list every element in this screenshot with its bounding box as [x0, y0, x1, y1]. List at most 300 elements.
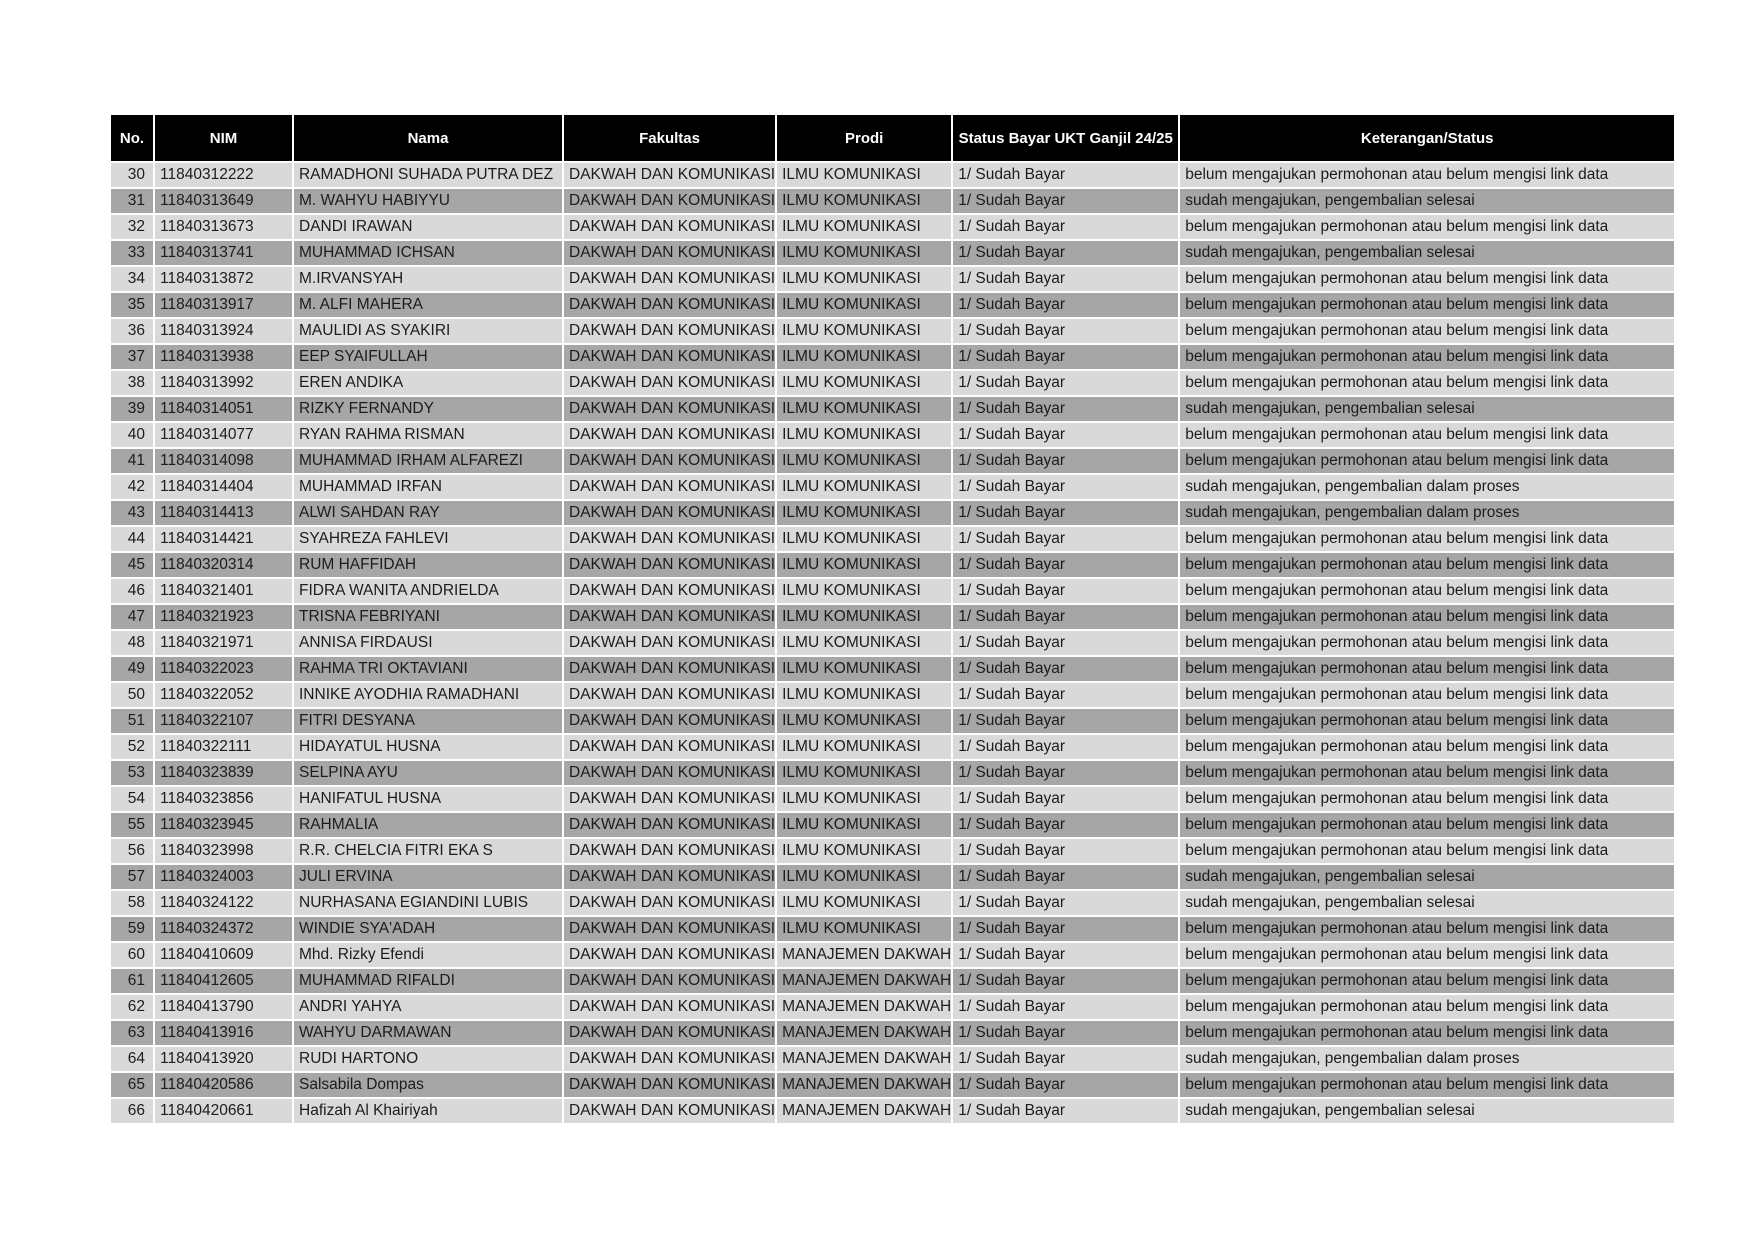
cell-nama: MUHAMMAD IRHAM ALFAREZI: [294, 449, 562, 473]
cell-nim: 11840313992: [155, 371, 292, 395]
cell-nim: 11840321923: [155, 605, 292, 629]
cell-keterangan: belum mengajukan permohonan atau belum mengisi link data: [1180, 761, 1674, 785]
cell-nim: 11840314421: [155, 527, 292, 551]
cell-fakultas: DAKWAH DAN KOMUNIKASI: [564, 345, 775, 369]
cell-keterangan: belum mengajukan permohonan atau belum mengisi link data: [1180, 579, 1674, 603]
cell-no: 56: [111, 839, 153, 863]
table-row: [111, 501, 1674, 525]
table-row: [111, 631, 1674, 655]
table-row: [111, 865, 1674, 889]
cell-prodi: MANAJEMEN DAKWAH: [777, 1073, 951, 1097]
table-row: [111, 163, 1674, 187]
cell-fakultas: DAKWAH DAN KOMUNIKASI: [564, 579, 775, 603]
cell-fakultas: DAKWAH DAN KOMUNIKASI: [564, 839, 775, 863]
cell-keterangan: belum mengajukan permohonan atau belum mengisi link data: [1180, 813, 1674, 837]
cell-nama: SELPINA AYU: [294, 761, 562, 785]
cell-keterangan: belum mengajukan permohonan atau belum mengisi link data: [1180, 631, 1674, 655]
cell-prodi: ILMU KOMUNIKASI: [777, 345, 951, 369]
cell-prodi: ILMU KOMUNIKASI: [777, 813, 951, 837]
cell-nama: RIZKY FERNANDY: [294, 397, 562, 421]
cell-prodi: MANAJEMEN DAKWAH: [777, 1047, 951, 1071]
cell-status: 1/ Sudah Bayar: [953, 995, 1178, 1019]
table-row: [111, 397, 1674, 421]
table-row: [111, 995, 1674, 1019]
cell-nim: 11840313741: [155, 241, 292, 265]
cell-fakultas: DAKWAH DAN KOMUNIKASI: [564, 761, 775, 785]
cell-nama: RAMADHONI SUHADA PUTRA DEZ: [294, 163, 562, 187]
cell-nama: ANNISA FIRDAUSI: [294, 631, 562, 655]
cell-nim: 11840322107: [155, 709, 292, 733]
cell-fakultas: DAKWAH DAN KOMUNIKASI: [564, 1073, 775, 1097]
cell-prodi: ILMU KOMUNIKASI: [777, 787, 951, 811]
cell-nim: 11840420586: [155, 1073, 292, 1097]
table-row: [111, 839, 1674, 863]
table-row: [111, 267, 1674, 291]
cell-nim: 11840313872: [155, 267, 292, 291]
cell-fakultas: DAKWAH DAN KOMUNIKASI: [564, 553, 775, 577]
cell-fakultas: DAKWAH DAN KOMUNIKASI: [564, 189, 775, 213]
table-row: [111, 657, 1674, 681]
table-row: [111, 423, 1674, 447]
cell-nim: 11840313673: [155, 215, 292, 239]
cell-keterangan: belum mengajukan permohonan atau belum mengisi link data: [1180, 215, 1674, 239]
cell-keterangan: sudah mengajukan, pengembalian selesai: [1180, 241, 1674, 265]
table-row: [111, 449, 1674, 473]
cell-prodi: MANAJEMEN DAKWAH: [777, 1099, 951, 1123]
cell-prodi: MANAJEMEN DAKWAH: [777, 943, 951, 967]
cell-status: 1/ Sudah Bayar: [953, 241, 1178, 265]
cell-no: 63: [111, 1021, 153, 1045]
cell-nim: 11840324372: [155, 917, 292, 941]
cell-keterangan: belum mengajukan permohonan atau belum mengisi link data: [1180, 319, 1674, 343]
cell-fakultas: DAKWAH DAN KOMUNIKASI: [564, 969, 775, 993]
cell-prodi: ILMU KOMUNIKASI: [777, 449, 951, 473]
cell-prodi: MANAJEMEN DAKWAH: [777, 969, 951, 993]
cell-nama: M.IRVANSYAH: [294, 267, 562, 291]
cell-fakultas: DAKWAH DAN KOMUNIKASI: [564, 1047, 775, 1071]
cell-keterangan: belum mengajukan permohonan atau belum mengisi link data: [1180, 1021, 1674, 1045]
col-header-keterangan: Keterangan/Status: [1180, 115, 1674, 161]
table-row: [111, 371, 1674, 395]
cell-nim: 11840324122: [155, 891, 292, 915]
cell-nim: 11840313649: [155, 189, 292, 213]
cell-nim: 11840413790: [155, 995, 292, 1019]
cell-prodi: ILMU KOMUNIKASI: [777, 267, 951, 291]
cell-nim: 11840321971: [155, 631, 292, 655]
cell-status: 1/ Sudah Bayar: [953, 1073, 1178, 1097]
cell-prodi: ILMU KOMUNIKASI: [777, 397, 951, 421]
table-row: [111, 553, 1674, 577]
cell-nim: 11840323856: [155, 787, 292, 811]
cell-nim: 11840413920: [155, 1047, 292, 1071]
table-row: [111, 189, 1674, 213]
cell-nama: Hafizah Al Khairiyah: [294, 1099, 562, 1123]
table-row: [111, 1073, 1674, 1097]
cell-keterangan: belum mengajukan permohonan atau belum mengisi link data: [1180, 683, 1674, 707]
cell-prodi: ILMU KOMUNIKASI: [777, 553, 951, 577]
cell-status: 1/ Sudah Bayar: [953, 267, 1178, 291]
cell-no: 50: [111, 683, 153, 707]
cell-status: 1/ Sudah Bayar: [953, 683, 1178, 707]
cell-keterangan: sudah mengajukan, pengembalian dalam proses: [1180, 1047, 1674, 1071]
cell-fakultas: DAKWAH DAN KOMUNIKASI: [564, 813, 775, 837]
table-row: [111, 735, 1674, 759]
cell-status: 1/ Sudah Bayar: [953, 189, 1178, 213]
col-header-nama: Nama: [294, 115, 562, 161]
cell-prodi: ILMU KOMUNIKASI: [777, 709, 951, 733]
cell-fakultas: DAKWAH DAN KOMUNIKASI: [564, 397, 775, 421]
cell-keterangan: belum mengajukan permohonan atau belum mengisi link data: [1180, 553, 1674, 577]
cell-nama: ALWI SAHDAN RAY: [294, 501, 562, 525]
cell-fakultas: DAKWAH DAN KOMUNIKASI: [564, 891, 775, 915]
col-header-status-bayar: Status Bayar UKT Ganjil 24/25: [953, 115, 1178, 161]
cell-status: 1/ Sudah Bayar: [953, 345, 1178, 369]
cell-keterangan: sudah mengajukan, pengembalian selesai: [1180, 189, 1674, 213]
cell-nim: 11840314404: [155, 475, 292, 499]
cell-keterangan: belum mengajukan permohonan atau belum mengisi link data: [1180, 345, 1674, 369]
cell-keterangan: sudah mengajukan, pengembalian selesai: [1180, 865, 1674, 889]
cell-nim: 11840322023: [155, 657, 292, 681]
cell-fakultas: DAKWAH DAN KOMUNIKASI: [564, 215, 775, 239]
cell-prodi: ILMU KOMUNIKASI: [777, 631, 951, 655]
cell-nama: WAHYU DARMAWAN: [294, 1021, 562, 1045]
cell-keterangan: belum mengajukan permohonan atau belum mengisi link data: [1180, 657, 1674, 681]
cell-no: 47: [111, 605, 153, 629]
cell-nim: 11840320314: [155, 553, 292, 577]
table-row: [111, 709, 1674, 733]
table-row: [111, 1099, 1674, 1123]
cell-keterangan: belum mengajukan permohonan atau belum mengisi link data: [1180, 839, 1674, 863]
cell-status: 1/ Sudah Bayar: [953, 891, 1178, 915]
cell-fakultas: DAKWAH DAN KOMUNIKASI: [564, 371, 775, 395]
table-row: [111, 527, 1674, 551]
cell-keterangan: belum mengajukan permohonan atau belum mengisi link data: [1180, 605, 1674, 629]
cell-status: 1/ Sudah Bayar: [953, 943, 1178, 967]
cell-keterangan: belum mengajukan permohonan atau belum mengisi link data: [1180, 423, 1674, 447]
cell-prodi: ILMU KOMUNIKASI: [777, 527, 951, 551]
cell-no: 55: [111, 813, 153, 837]
cell-prodi: ILMU KOMUNIKASI: [777, 423, 951, 447]
cell-keterangan: belum mengajukan permohonan atau belum mengisi link data: [1180, 527, 1674, 551]
cell-prodi: ILMU KOMUNIKASI: [777, 163, 951, 187]
cell-no: 35: [111, 293, 153, 317]
cell-no: 33: [111, 241, 153, 265]
cell-no: 43: [111, 501, 153, 525]
cell-status: 1/ Sudah Bayar: [953, 657, 1178, 681]
cell-nim: 11840321401: [155, 579, 292, 603]
cell-status: 1/ Sudah Bayar: [953, 501, 1178, 525]
cell-prodi: ILMU KOMUNIKASI: [777, 189, 951, 213]
cell-no: 40: [111, 423, 153, 447]
table-row: [111, 969, 1674, 993]
cell-prodi: ILMU KOMUNIKASI: [777, 241, 951, 265]
cell-status: 1/ Sudah Bayar: [953, 787, 1178, 811]
cell-no: 45: [111, 553, 153, 577]
cell-status: 1/ Sudah Bayar: [953, 397, 1178, 421]
cell-nama: Salsabila Dompas: [294, 1073, 562, 1097]
cell-status: 1/ Sudah Bayar: [953, 813, 1178, 837]
cell-keterangan: belum mengajukan permohonan atau belum mengisi link data: [1180, 995, 1674, 1019]
col-header-prodi: Prodi: [777, 115, 951, 161]
cell-no: 49: [111, 657, 153, 681]
cell-no: 46: [111, 579, 153, 603]
cell-nim: 11840314051: [155, 397, 292, 421]
cell-nama: FITRI DESYANA: [294, 709, 562, 733]
cell-prodi: ILMU KOMUNIKASI: [777, 605, 951, 629]
cell-no: 51: [111, 709, 153, 733]
cell-fakultas: DAKWAH DAN KOMUNIKASI: [564, 631, 775, 655]
cell-status: 1/ Sudah Bayar: [953, 1099, 1178, 1123]
cell-nim: 11840322111: [155, 735, 292, 759]
cell-keterangan: sudah mengajukan, pengembalian dalam proses: [1180, 501, 1674, 525]
cell-nama: HANIFATUL HUSNA: [294, 787, 562, 811]
cell-nama: M. ALFI MAHERA: [294, 293, 562, 317]
cell-prodi: ILMU KOMUNIKASI: [777, 475, 951, 499]
cell-nim: 11840323839: [155, 761, 292, 785]
cell-nama: NURHASANA EGIANDINI LUBIS: [294, 891, 562, 915]
cell-prodi: MANAJEMEN DAKWAH: [777, 1021, 951, 1045]
cell-fakultas: DAKWAH DAN KOMUNIKASI: [564, 657, 775, 681]
cell-nama: M. WAHYU HABIYYU: [294, 189, 562, 213]
cell-fakultas: DAKWAH DAN KOMUNIKASI: [564, 527, 775, 551]
cell-nama: R.R. CHELCIA FITRI EKA S: [294, 839, 562, 863]
table-row: [111, 215, 1674, 239]
cell-nama: JULI ERVINA: [294, 865, 562, 889]
cell-no: 52: [111, 735, 153, 759]
cell-fakultas: DAKWAH DAN KOMUNIKASI: [564, 267, 775, 291]
table-row: [111, 345, 1674, 369]
table-row: [111, 813, 1674, 837]
cell-prodi: ILMU KOMUNIKASI: [777, 761, 951, 785]
cell-status: 1/ Sudah Bayar: [953, 423, 1178, 447]
cell-prodi: ILMU KOMUNIKASI: [777, 319, 951, 343]
cell-no: 59: [111, 917, 153, 941]
cell-keterangan: belum mengajukan permohonan atau belum mengisi link data: [1180, 163, 1674, 187]
cell-fakultas: DAKWAH DAN KOMUNIKASI: [564, 683, 775, 707]
cell-nama: SYAHREZA FAHLEVI: [294, 527, 562, 551]
cell-fakultas: DAKWAH DAN KOMUNIKASI: [564, 943, 775, 967]
cell-nim: 11840313938: [155, 345, 292, 369]
cell-fakultas: DAKWAH DAN KOMUNIKASI: [564, 423, 775, 447]
cell-no: 32: [111, 215, 153, 239]
table-row: [111, 241, 1674, 265]
cell-no: 60: [111, 943, 153, 967]
cell-fakultas: DAKWAH DAN KOMUNIKASI: [564, 1021, 775, 1045]
cell-nama: RAHMALIA: [294, 813, 562, 837]
cell-prodi: ILMU KOMUNIKASI: [777, 371, 951, 395]
cell-prodi: ILMU KOMUNIKASI: [777, 215, 951, 239]
cell-no: 53: [111, 761, 153, 785]
cell-nama: Mhd. Rizky Efendi: [294, 943, 562, 967]
cell-no: 31: [111, 189, 153, 213]
cell-keterangan: sudah mengajukan, pengembalian selesai: [1180, 891, 1674, 915]
cell-nama: MUHAMMAD RIFALDI: [294, 969, 562, 993]
cell-keterangan: belum mengajukan permohonan atau belum mengisi link data: [1180, 449, 1674, 473]
cell-keterangan: belum mengajukan permohonan atau belum mengisi link data: [1180, 917, 1674, 941]
table-row: [111, 475, 1674, 499]
cell-nim: 11840322052: [155, 683, 292, 707]
cell-nama: EEP SYAIFULLAH: [294, 345, 562, 369]
cell-nim: 11840323945: [155, 813, 292, 837]
cell-nama: MAULIDI AS SYAKIRI: [294, 319, 562, 343]
cell-keterangan: sudah mengajukan, pengembalian selesai: [1180, 1099, 1674, 1123]
cell-status: 1/ Sudah Bayar: [953, 917, 1178, 941]
student-ukt-table-sheet: [109, 113, 1676, 1125]
cell-status: 1/ Sudah Bayar: [953, 475, 1178, 499]
cell-fakultas: DAKWAH DAN KOMUNIKASI: [564, 319, 775, 343]
cell-fakultas: DAKWAH DAN KOMUNIKASI: [564, 163, 775, 187]
cell-status: 1/ Sudah Bayar: [953, 553, 1178, 577]
cell-nama: MUHAMMAD IRFAN: [294, 475, 562, 499]
cell-prodi: ILMU KOMUNIKASI: [777, 735, 951, 759]
cell-keterangan: sudah mengajukan, pengembalian selesai: [1180, 397, 1674, 421]
col-header-no: No.: [111, 115, 153, 161]
cell-prodi: ILMU KOMUNIKASI: [777, 683, 951, 707]
cell-status: 1/ Sudah Bayar: [953, 371, 1178, 395]
cell-status: 1/ Sudah Bayar: [953, 631, 1178, 655]
cell-prodi: ILMU KOMUNIKASI: [777, 917, 951, 941]
cell-status: 1/ Sudah Bayar: [953, 527, 1178, 551]
col-header-fakultas: Fakultas: [564, 115, 775, 161]
cell-status: 1/ Sudah Bayar: [953, 1021, 1178, 1045]
cell-no: 38: [111, 371, 153, 395]
cell-prodi: ILMU KOMUNIKASI: [777, 839, 951, 863]
cell-no: 64: [111, 1047, 153, 1071]
cell-nama: WINDIE SYA'ADAH: [294, 917, 562, 941]
cell-nama: FIDRA WANITA ANDRIELDA: [294, 579, 562, 603]
table-row: [111, 605, 1674, 629]
cell-fakultas: DAKWAH DAN KOMUNIKASI: [564, 241, 775, 265]
cell-nim: 11840420661: [155, 1099, 292, 1123]
cell-prodi: ILMU KOMUNIKASI: [777, 891, 951, 915]
table-row: [111, 943, 1674, 967]
cell-fakultas: DAKWAH DAN KOMUNIKASI: [564, 1099, 775, 1123]
cell-nim: 11840324003: [155, 865, 292, 889]
cell-nim: 11840323998: [155, 839, 292, 863]
cell-fakultas: DAKWAH DAN KOMUNIKASI: [564, 475, 775, 499]
cell-nim: 11840412605: [155, 969, 292, 993]
cell-prodi: ILMU KOMUNIKASI: [777, 501, 951, 525]
cell-nama: RUDI HARTONO: [294, 1047, 562, 1071]
cell-nama: MUHAMMAD ICHSAN: [294, 241, 562, 265]
cell-keterangan: belum mengajukan permohonan atau belum mengisi link data: [1180, 267, 1674, 291]
cell-keterangan: belum mengajukan permohonan atau belum mengisi link data: [1180, 969, 1674, 993]
cell-keterangan: belum mengajukan permohonan atau belum mengisi link data: [1180, 1073, 1674, 1097]
cell-nim: 11840314098: [155, 449, 292, 473]
cell-nim: 11840313924: [155, 319, 292, 343]
cell-keterangan: belum mengajukan permohonan atau belum mengisi link data: [1180, 787, 1674, 811]
cell-keterangan: belum mengajukan permohonan atau belum mengisi link data: [1180, 371, 1674, 395]
table-row: [111, 293, 1674, 317]
cell-nim: 11840410609: [155, 943, 292, 967]
table-row: [111, 1047, 1674, 1071]
cell-keterangan: belum mengajukan permohonan atau belum mengisi link data: [1180, 943, 1674, 967]
cell-prodi: ILMU KOMUNIKASI: [777, 293, 951, 317]
cell-no: 41: [111, 449, 153, 473]
cell-no: 65: [111, 1073, 153, 1097]
cell-nama: HIDAYATUL HUSNA: [294, 735, 562, 759]
table-body: [111, 163, 1674, 1123]
cell-prodi: ILMU KOMUNIKASI: [777, 865, 951, 889]
table-row: [111, 891, 1674, 915]
cell-nim: 11840312222: [155, 163, 292, 187]
student-ukt-table: [109, 113, 1676, 1125]
cell-nama: RAHMA TRI OKTAVIANI: [294, 657, 562, 681]
cell-nama: DANDI IRAWAN: [294, 215, 562, 239]
cell-prodi: ILMU KOMUNIKASI: [777, 657, 951, 681]
col-header-nim: NIM: [155, 115, 292, 161]
cell-fakultas: DAKWAH DAN KOMUNIKASI: [564, 787, 775, 811]
cell-nim: 11840313917: [155, 293, 292, 317]
cell-status: 1/ Sudah Bayar: [953, 709, 1178, 733]
cell-no: 48: [111, 631, 153, 655]
cell-nim: 11840314077: [155, 423, 292, 447]
cell-keterangan: sudah mengajukan, pengembalian dalam proses: [1180, 475, 1674, 499]
cell-no: 39: [111, 397, 153, 421]
cell-fakultas: DAKWAH DAN KOMUNIKASI: [564, 293, 775, 317]
cell-status: 1/ Sudah Bayar: [953, 865, 1178, 889]
cell-prodi: ILMU KOMUNIKASI: [777, 579, 951, 603]
table-row: [111, 683, 1674, 707]
cell-nim: 11840314413: [155, 501, 292, 525]
cell-no: 62: [111, 995, 153, 1019]
cell-fakultas: DAKWAH DAN KOMUNIKASI: [564, 735, 775, 759]
cell-status: 1/ Sudah Bayar: [953, 215, 1178, 239]
cell-keterangan: belum mengajukan permohonan atau belum mengisi link data: [1180, 735, 1674, 759]
table-row: [111, 917, 1674, 941]
table-row: [111, 787, 1674, 811]
cell-no: 66: [111, 1099, 153, 1123]
cell-no: 58: [111, 891, 153, 915]
cell-fakultas: DAKWAH DAN KOMUNIKASI: [564, 865, 775, 889]
cell-prodi: MANAJEMEN DAKWAH: [777, 995, 951, 1019]
cell-no: 44: [111, 527, 153, 551]
cell-status: 1/ Sudah Bayar: [953, 449, 1178, 473]
cell-nama: INNIKE AYODHIA RAMADHANI: [294, 683, 562, 707]
cell-no: 36: [111, 319, 153, 343]
cell-status: 1/ Sudah Bayar: [953, 735, 1178, 759]
cell-nama: TRISNA FEBRIYANI: [294, 605, 562, 629]
table-row: [111, 319, 1674, 343]
cell-no: 57: [111, 865, 153, 889]
table-row: [111, 579, 1674, 603]
cell-nim: 11840413916: [155, 1021, 292, 1045]
cell-fakultas: DAKWAH DAN KOMUNIKASI: [564, 501, 775, 525]
table-row: [111, 1021, 1674, 1045]
table-header-row: [111, 115, 1674, 161]
table-header: [111, 115, 1674, 161]
cell-status: 1/ Sudah Bayar: [953, 761, 1178, 785]
cell-fakultas: DAKWAH DAN KOMUNIKASI: [564, 917, 775, 941]
cell-status: 1/ Sudah Bayar: [953, 605, 1178, 629]
cell-status: 1/ Sudah Bayar: [953, 293, 1178, 317]
cell-nama: RYAN RAHMA RISMAN: [294, 423, 562, 447]
cell-no: 61: [111, 969, 153, 993]
table-row: [111, 761, 1674, 785]
cell-status: 1/ Sudah Bayar: [953, 969, 1178, 993]
cell-no: 30: [111, 163, 153, 187]
cell-fakultas: DAKWAH DAN KOMUNIKASI: [564, 605, 775, 629]
cell-status: 1/ Sudah Bayar: [953, 1047, 1178, 1071]
cell-no: 37: [111, 345, 153, 369]
cell-fakultas: DAKWAH DAN KOMUNIKASI: [564, 449, 775, 473]
cell-nama: ANDRI YAHYA: [294, 995, 562, 1019]
cell-no: 34: [111, 267, 153, 291]
cell-nama: RUM HAFFIDAH: [294, 553, 562, 577]
cell-status: 1/ Sudah Bayar: [953, 839, 1178, 863]
cell-nama: EREN ANDIKA: [294, 371, 562, 395]
cell-status: 1/ Sudah Bayar: [953, 163, 1178, 187]
